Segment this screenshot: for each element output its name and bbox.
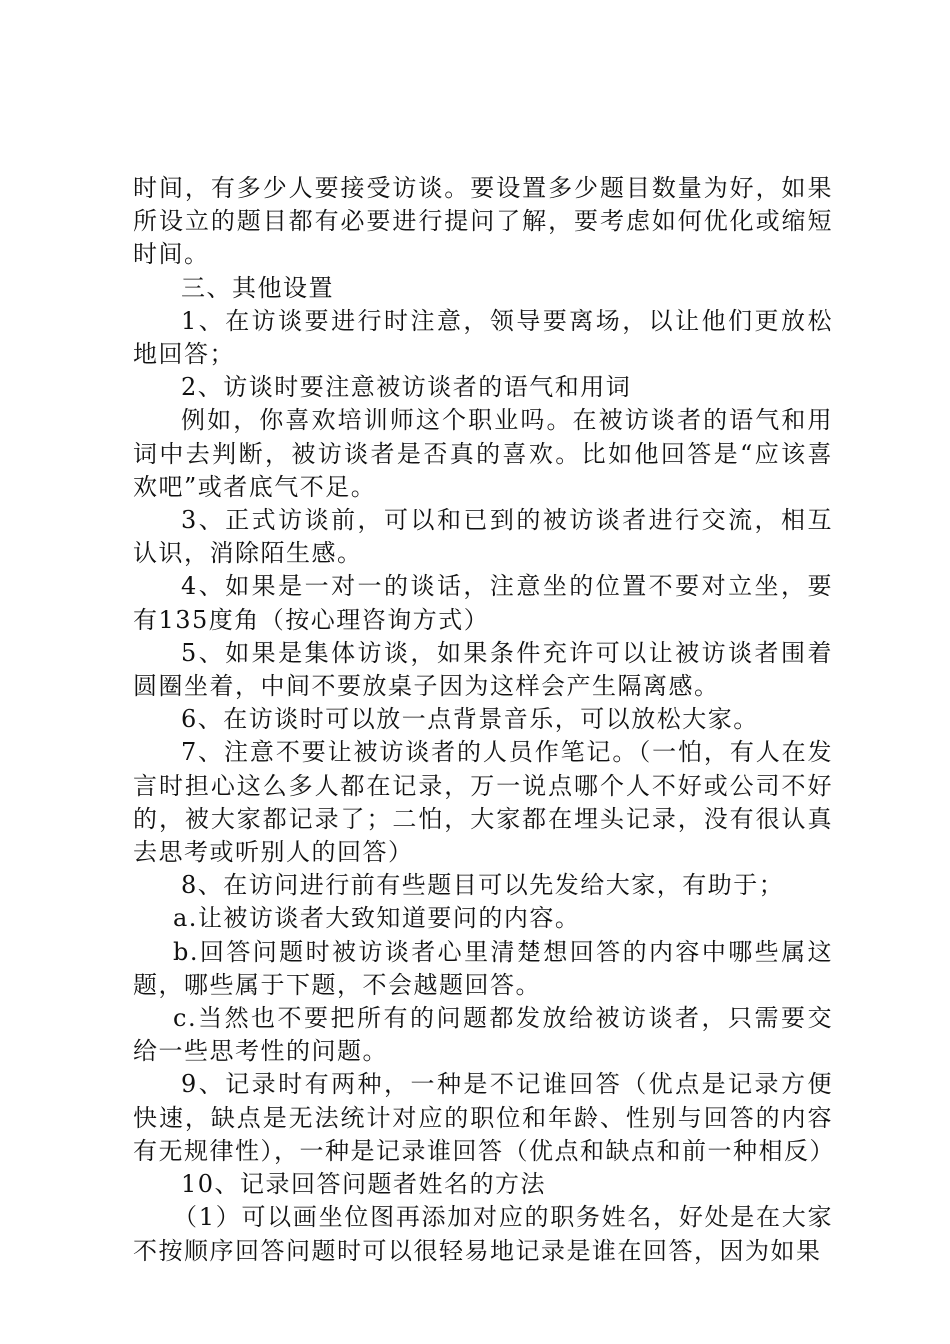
sub-item-c: c.当然也不要把所有的问题都发放给被访谈者，只需要交给一些思考性的问题。 bbox=[133, 1004, 833, 1066]
list-item-10: 10、记录回答问题者姓名的方法 bbox=[181, 1170, 547, 1199]
list-item-8: 8、在访问进行前有些题目可以先发给大家，有助于； bbox=[181, 871, 785, 900]
list-item-3: 3、正式访谈前，可以和已到的被访谈者进行交流，相互认识，消除陌生感。 bbox=[133, 506, 833, 568]
example-paragraph: 例如，你喜欢培训师这个职业吗。在被访谈者的语气和用词中去判断，被访谈者是否真的喜欢。比如他回答是“应该喜欢吧”或者底气不足。 bbox=[133, 406, 833, 501]
list-item-7: 7、注意不要让被访谈者的人员作笔记。（一怕，有人在发言时担心这么多人都在记录，万一说点哪个人不好或公司不好的，被大家都记录了；二怕，大家都在埋头记录，没有很认真去思考或听别人的回答） bbox=[133, 738, 833, 867]
sub-item-1: （1）可以画坐位图再添加对应的职务姓名，好处是在大家不按顺序回答问题时可以很轻易地记录是谁在回答，因为如果 bbox=[133, 1203, 833, 1265]
list-item-5: 5、如果是集体访谈，如果条件充许可以让被访谈者围着圆圈坐着，中间不要放桌子因为这样会产生隔离感。 bbox=[133, 638, 833, 701]
document-body bbox=[133, 172, 833, 1268]
sub-item-b: b.回答问题时被访谈者心里清楚想回答的内容中哪些属这题，哪些属于下题，不会越题回答。 bbox=[133, 937, 833, 999]
list-item-1: 1、在访谈要进行时注意，领导要离场，以让他们更放松地回答； bbox=[133, 306, 833, 369]
list-item-4: 4、如果是一对一的谈话，注意坐的位置不要对立坐，要有135度角（按心理咨询方式） bbox=[133, 572, 833, 634]
section-heading-other-settings: 三、其他设置 bbox=[181, 273, 334, 302]
list-item-9: 9、记录时有两种，一种是不记谁回答（优点是记录方便快速，缺点是无法统计对应的职位和年龄、性别与回答的内容有无规律性），一种是记录谁回答（优点和缺点和前一种相反） bbox=[133, 1070, 835, 1165]
list-item-6: 6、在访谈时可以放一点背景音乐，可以放松大家。 bbox=[181, 705, 759, 734]
sub-item-a: a.让被访谈者大致知道要问的内容。 bbox=[173, 904, 581, 933]
list-item-2: 2、访谈时要注意被访谈者的语气和用词 bbox=[181, 373, 632, 402]
paragraph-continuation: 时间，有多少人要接受访谈。要设置多少题目数量为好，如果所设立的题目都有必要进行提问了解，要考虑如何优化或缩短时间。 bbox=[133, 174, 833, 269]
